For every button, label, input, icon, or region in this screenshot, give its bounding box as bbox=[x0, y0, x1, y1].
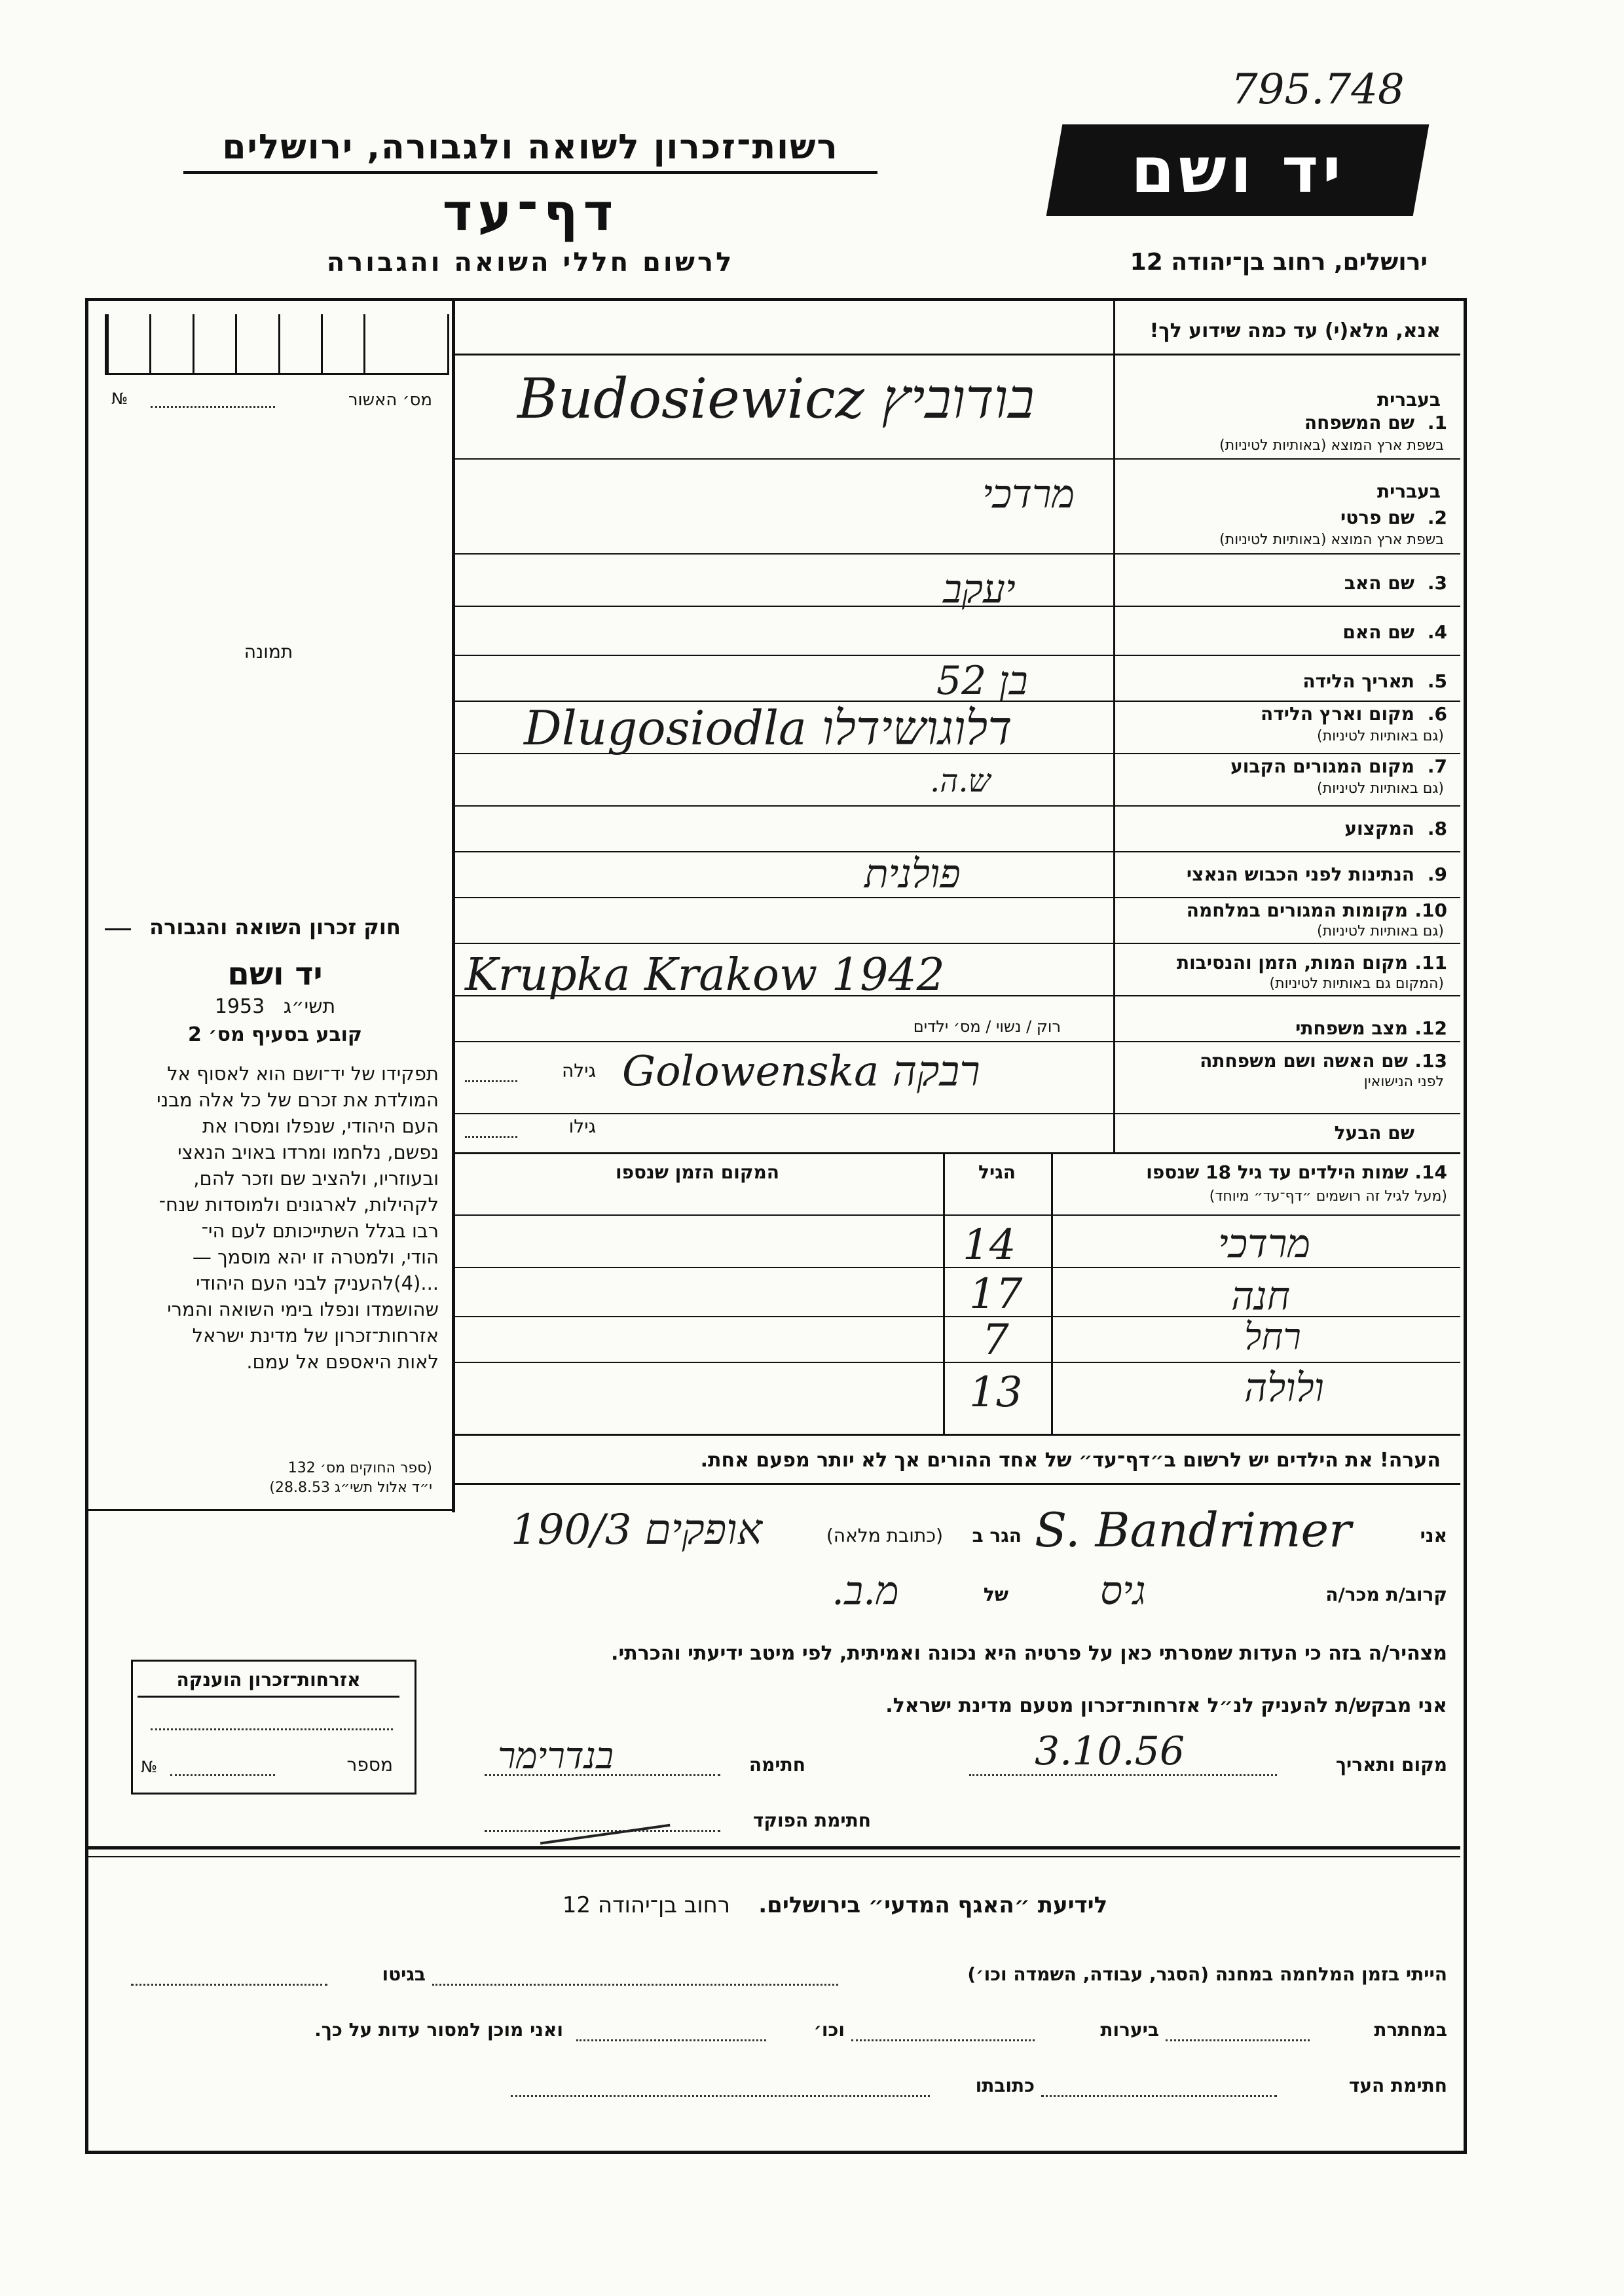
relation-label: קרוב/ת מכר/ה bbox=[1325, 1584, 1447, 1605]
of-value: מ.ב. bbox=[832, 1568, 899, 1614]
field-13-label: שם האשה ושם משפחתה bbox=[1200, 1050, 1408, 1072]
footer-underground: במחתרת bbox=[1374, 2019, 1447, 2041]
field-12-number: 12. bbox=[1414, 1017, 1447, 1039]
field-8-number: 8. bbox=[1427, 818, 1447, 839]
field-11-value: Krupka Krakow 1942 bbox=[465, 949, 945, 1001]
declarant-address-value: אופקים 190/3 bbox=[511, 1506, 763, 1554]
declarant-residing: הגר ב bbox=[972, 1525, 1022, 1546]
child-age: 14 bbox=[963, 1221, 1016, 1269]
form-title: דף־עד bbox=[442, 183, 619, 242]
citizenship-number-label: מספר bbox=[346, 1754, 393, 1776]
field-5-label: תאריך הלידה bbox=[1302, 670, 1414, 692]
law-source-date: י״ד אלול תשי״ג 28.8.53) bbox=[269, 1480, 432, 1496]
place-date-value: 3.10.56 bbox=[1035, 1728, 1185, 1774]
field-7-label: מקום המגורים הקבוע bbox=[1230, 756, 1414, 777]
approval-number-mark: № bbox=[111, 390, 128, 408]
relation-value: גיס bbox=[1100, 1568, 1146, 1614]
approval-boxes bbox=[105, 314, 449, 375]
child-name: ולולה bbox=[1244, 1365, 1324, 1411]
children-note: (מעל לגיל זה רושמים ״דף־עד״ מיוחד) bbox=[1209, 1188, 1447, 1205]
field-6-value: Dlugosiodla דלוגושידלו bbox=[524, 701, 1012, 756]
place-date-label: מקום ותאריך bbox=[1335, 1754, 1447, 1776]
husband-label: שם הבעל bbox=[1334, 1122, 1414, 1144]
field-2-value: מרדכי bbox=[982, 471, 1075, 517]
field-4-label: שם האם bbox=[1342, 621, 1414, 643]
field-13-value: Golowenska רבקה bbox=[622, 1048, 980, 1096]
field-5-value: בן 52 bbox=[936, 658, 1028, 704]
field-4-number: 4. bbox=[1427, 621, 1447, 643]
field-9-label: הנתינות לפני הכבוש הנאצי bbox=[1186, 864, 1414, 885]
field-1-number: 1. bbox=[1427, 412, 1447, 433]
field-3-value: יעקב bbox=[943, 566, 1016, 612]
logo-text: יד ושם bbox=[1130, 134, 1345, 207]
footer-title: לידיעת ״האגף המדעי״ בירושלים. bbox=[758, 1892, 1108, 1918]
field-11-sub: (המקום גם באותיות לטיניות) bbox=[1269, 975, 1444, 992]
record-number: 795.748 bbox=[1231, 65, 1405, 114]
footer-testimony: ואני מוכן למסור עדות על כך. bbox=[314, 2019, 563, 2041]
law-text: תפקידו של יד־ושם הוא לאסוף אל המולדת את זכרם של כל אלה מבני העם היהודי, שנפלו ומסרו את נפשם, נלחמו ומרדו באויב הנאצי ובעוזריו, ולהציב שם וזכר להם, לקהילות, לארגונים ולמוסדות שנח־ רבו בגלל השתייכותם לעם הי־ הודי, ולמטרה זו יהא מוסמך — ...(4)להעניק לבני העם היהודי שהושמדו ונפלו בימי השואה והמרי אזרחות־זכרון של מדינת ישראל לאות היאספם אל עמם. bbox=[157, 1063, 439, 1373]
children-col-age: הגיל bbox=[978, 1161, 1016, 1183]
field-7-value: ש.ה. bbox=[930, 763, 991, 799]
footer-witness-signature: חתימת העד bbox=[1348, 2075, 1447, 2096]
signature-label: חתימה bbox=[748, 1754, 805, 1776]
signature-value: בנדרימר bbox=[498, 1735, 614, 1777]
field-6-sub: (גם באותיות לטיניות) bbox=[1317, 728, 1444, 744]
field-10-number: 10. bbox=[1414, 900, 1447, 921]
marital-options: רוק / נשוי / מס׳ ילדים bbox=[913, 1017, 1061, 1036]
remark-text: הערה! את הילדים יש לרשום ב״דף־עד״ של אחד ההורים אך לא יותר מפעם אחת. bbox=[700, 1449, 1441, 1472]
law-source: (ספר החוקים מס׳ 132 bbox=[287, 1460, 432, 1476]
field-8-label: המקצוע bbox=[1344, 818, 1414, 839]
field-13-number: 13. bbox=[1414, 1050, 1447, 1072]
footer-line1: הייתי בזמן המלחמה במחנה (הסגר, עבודה, השמדה וכו׳) bbox=[967, 1963, 1447, 1985]
declarant-ani: אני bbox=[1420, 1525, 1447, 1546]
field-2-number: 2. bbox=[1427, 507, 1447, 528]
citizenship-number-mark: № bbox=[141, 1758, 157, 1776]
wife-age-label: גילה bbox=[561, 1060, 596, 1082]
declaration-1: מצהיר/ה בזה כי העדות שמסרתי כאן על פרטיה היא נכונה ואמיתית, לפי מיטב ידיעתי והכרתי. bbox=[611, 1642, 1447, 1665]
field-10-sub: (גם באותיות לטיניות) bbox=[1317, 923, 1444, 939]
field-2-sub: בשפת ארץ המוצא (באותיות לטיניות) bbox=[1219, 532, 1444, 548]
law-year: 1953 bbox=[214, 995, 265, 1018]
field-13-sub: לפני הנישואין bbox=[1363, 1074, 1444, 1090]
law-year-row bbox=[111, 995, 439, 1018]
law-name: יד ושם bbox=[227, 956, 323, 993]
declarant-address-label: (כתובת מלאה) bbox=[826, 1525, 943, 1546]
law-title: חוק זכרון השואה והגבורה bbox=[149, 915, 401, 939]
photo-label: תמונה bbox=[244, 641, 293, 663]
field-11-label: מקום המות, הזמן והנסיבות bbox=[1176, 952, 1408, 974]
approval-number-label: מס׳ האשור bbox=[348, 390, 432, 410]
field-3-number: 3. bbox=[1427, 572, 1447, 594]
child-name: רחל bbox=[1244, 1316, 1301, 1358]
field-6-label: מקום וארץ הלידה bbox=[1261, 703, 1414, 725]
field-6-number: 6. bbox=[1427, 703, 1447, 725]
authority-heading: רשות־זכרון לשואה ולגבורה, ירושלים bbox=[183, 128, 877, 174]
field-1-label: שם המשפחה bbox=[1304, 412, 1414, 433]
yad-vashem-logo bbox=[1046, 124, 1430, 216]
field-1-hebrew-tag: בעברית bbox=[1376, 389, 1441, 410]
field-11-number: 11. bbox=[1414, 952, 1447, 974]
field-9-value: פולנית bbox=[864, 851, 961, 897]
label-column-divider bbox=[1113, 301, 1115, 1152]
citizenship-box-title: אזרחות־זכרון הוענקה bbox=[138, 1669, 399, 1698]
footer-address: רחוב בן־יהודה 12 bbox=[562, 1892, 731, 1918]
child-age: 17 bbox=[969, 1270, 1023, 1319]
left-column-divider bbox=[452, 301, 455, 1512]
declaration-2: אני מבקש/ת להעניק לנ״ל אזרחות־זכרון מטעם מדינת ישראל. bbox=[885, 1694, 1447, 1717]
children-col-place: המקום הזמן שנספו bbox=[615, 1161, 780, 1183]
child-name: חנה bbox=[1231, 1273, 1291, 1319]
header-address: ירושלים, רחוב בן־יהודה 12 bbox=[1130, 249, 1428, 276]
declarant-name: S. Bandrimer bbox=[1035, 1503, 1352, 1558]
field-3-label: שם האב bbox=[1344, 572, 1414, 594]
field-7-sub: (גם באותיות לטיניות) bbox=[1317, 780, 1444, 797]
footer-ghetto: בגיטו bbox=[382, 1963, 426, 1985]
footer-witness-address: כתובתו bbox=[975, 2075, 1035, 2096]
field-9-number: 9. bbox=[1427, 864, 1447, 885]
child-name: מרדכי bbox=[1218, 1221, 1311, 1267]
field-2-label: שם פרטי bbox=[1340, 507, 1414, 528]
child-age: 13 bbox=[969, 1368, 1023, 1417]
field-5-number: 5. bbox=[1427, 670, 1447, 692]
field-12-label: מצב משפחתי bbox=[1295, 1017, 1408, 1039]
field-1-sub: בשפת ארץ המוצא (באותיות לטיניות) bbox=[1219, 437, 1444, 454]
official-signature-label: חתימת הפוקד bbox=[752, 1810, 871, 1831]
children-title: 14. שמות הילדים עד גיל 18 שנספו bbox=[1146, 1161, 1447, 1183]
field-10-label: מקומות המגורים במלחמה bbox=[1186, 900, 1408, 921]
field-7-number: 7. bbox=[1427, 756, 1447, 777]
intro-text: אנא, מלא(י) עד כמה שידוע לך! bbox=[1149, 319, 1441, 342]
footer-forests: ביערות bbox=[1100, 2019, 1159, 2041]
law-section: קובע בסעיף מס׳ 2 bbox=[187, 1023, 363, 1046]
husband-age-label: גילו bbox=[568, 1116, 596, 1137]
field-2-hebrew-tag: בעברית bbox=[1376, 481, 1441, 502]
footer-etc: וכו׳ bbox=[813, 2019, 845, 2041]
child-age: 7 bbox=[982, 1316, 1009, 1364]
law-year-hebrew: תשי״ג bbox=[283, 995, 336, 1018]
form-subtitle: לרשום חללי השואה והגבורה bbox=[326, 247, 735, 278]
of-label: של bbox=[983, 1584, 1008, 1605]
footer-heading bbox=[458, 1892, 1211, 1918]
field-1-value: Budosiewicz בודוביץ bbox=[517, 367, 1035, 431]
